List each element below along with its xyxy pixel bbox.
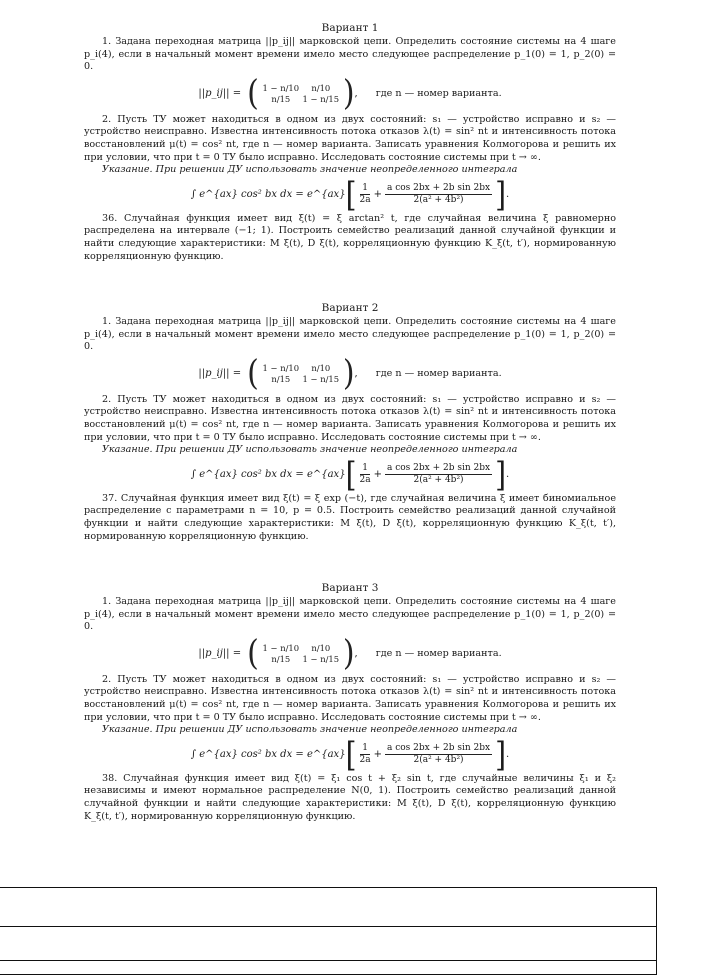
matrix-cell: n/15 — [271, 654, 291, 665]
frac-b-num: a cos 2bx + 2b sin 2bx — [387, 463, 491, 474]
matrix-note: где n — номер варианта. — [375, 648, 502, 660]
variant-3 — [84, 582, 616, 823]
variant-2 — [84, 302, 616, 543]
task-3-text: 37. Случайная функция имеет вид ξ(t) = ξ exp (−t), где случайная величина ξ имеет биномиальное распределение с параметрами n = 10, p = 0.5. Построить семейство реализаций данной случайной функции и найти следующие характеристики: M ξ(t), D ξ(t), корреляционную функцию K_ξ(t, t′), нормированную корреляционную функцию. — [84, 492, 616, 542]
matrix-cell: n/15 — [271, 374, 291, 385]
matrix-cell: 1 − n/10 — [262, 363, 300, 374]
matrix-cell: 1 − n/10 — [262, 83, 300, 94]
frac-a-num: 1 — [362, 463, 368, 474]
integral-formula: ∫ e^{ax} cos² bx dx = e^{ax} [ $\frac{1}{2a}$ + $\frac{\text{a cos 2bx + 2b sin 2bx}}{\text{2(a² + 4b²)}}$ ] . — [190, 174, 510, 214]
task-3-text: 36. Случайная функция имеет вид ξ(t) = ξ arctan² t, где случайная величина ξ равномерно распределена на интервале (−1; 1). Построить семейство реализаций данной случайной функции и найти следующие характеристики: M ξ(t), D ξ(t), корреляционную функцию K_ξ(t, t′), нормированную корреляционную функцию. — [84, 212, 616, 262]
footer-row — [0, 888, 656, 927]
variant-1 — [84, 22, 616, 263]
integral-formula: ∫ e^{ax} cos² bx dx = e^{ax} [ $\frac{1}{2a}$ + $\frac{\text{a cos 2bx + 2b sin 2bx}}{\text{2(a² + 4b²)}}$ ] . — [190, 734, 510, 774]
frac-a-den: 2a — [359, 475, 371, 486]
transition-matrix: ||p_ij|| = ( 1 − n/10 n/10 n/15 1 − n/15 ) , где n — номер варианта. — [198, 353, 502, 394]
matrix-cell: 1 − n/15 — [302, 654, 340, 665]
task-2-text: 2. Пусть ТУ может находиться в одном из двух состояний: s₁ — устройство исправно и s₂ — устройство неисправно. Известна интенсивность потока отказов λ(t) = sin² nt и интенсивность потока восстановлений μ(t) = cos² nt, где n — номер варианта. Записать уравнения Колмогорова и решить их при условии, что при t = 0 ТУ было исправно. Исследовать состояние системы при t → ∞. — [84, 673, 616, 723]
matrix-cell: n/10 — [311, 83, 331, 94]
frac-b-num: a cos 2bx + 2b sin 2bx — [387, 743, 491, 754]
variant-title: Вариант 3 — [321, 582, 379, 594]
integral-left: ∫ e^{ax} cos² bx dx = e^{ax} — [190, 469, 346, 481]
footer-table — [0, 887, 657, 975]
footer-row — [0, 927, 656, 961]
task-3-text: 38. Случайная функция имеет вид ξ(t) = ξ₁ cos t + ξ₂ sin t, где случайные величины ξ₁ и ξ₂ независимы и имеют нормальное распределение N(0, 1). Построить семейство реализаций данной случайной функции и найти следующие характеристики: M ξ(t), D ξ(t), корреляционную функцию K_ξ(t, t′), нормированную корреляционную функцию. — [84, 772, 616, 822]
hint-text: Указание. При решении ДУ использовать значение неопределенного интеграла — [102, 164, 518, 176]
integral-left: ∫ e^{ax} cos² bx dx = e^{ax} — [190, 749, 346, 761]
frac-b-den: 2(a² + 4b²) — [413, 475, 464, 486]
variant-title: Вариант 1 — [321, 22, 379, 34]
task-1-text: 1. Задана переходная матрица ||p_ij|| марковской цепи. Определить состояние системы на 4 шаге p_i(4), если в начальный момент времени имело место следующее распределение p_1(0) = 1, p_2(0) = 0. — [84, 596, 616, 633]
task-2-text: 2. Пусть ТУ может находиться в одном из двух состояний: s₁ — устройство исправно и s₂ — устройство неисправно. Известна интенсивность потока отказов λ(t) = sin² nt и интенсивность потока восстановлений μ(t) = cos² nt, где n — номер варианта. Записать уравнения Колмогорова и решить их при условии, что при t = 0 ТУ было исправно. Исследовать состояние системы при t → ∞. — [84, 113, 616, 163]
task-1-text: 1. Задана переходная матрица ||p_ij|| марковской цепи. Определить состояние системы на 4 шаге p_i(4), если в начальный момент времени имело место следующее распределение p_1(0) = 1, p_2(0) = 0. — [84, 36, 616, 73]
integral-formula: ∫ e^{ax} cos² bx dx = e^{ax} [ $\frac{1}{2a}$ + $\frac{\text{a cos 2bx + 2b sin 2bx}}{\text{2(a² + 4b²)}}$ ] . — [190, 454, 510, 494]
matrix-grid — [261, 643, 341, 664]
task-1-text: 1. Задана переходная матрица ||p_ij|| марковской цепи. Определить состояние системы на 4 шаге p_i(4), если в начальный момент времени имело место следующее распределение p_1(0) = 1, p_2(0) = 0. — [84, 316, 616, 353]
hint-text: Указание. При решении ДУ использовать значение неопределенного интеграла — [102, 444, 518, 456]
frac-b-den: 2(a² + 4b²) — [413, 755, 464, 766]
footer-row — [0, 961, 656, 974]
matrix-label: ||p_ij|| = — [198, 368, 242, 380]
integral-left: ∫ e^{ax} cos² bx dx = e^{ax} — [190, 189, 346, 201]
matrix-label: ||p_ij|| = — [198, 88, 242, 100]
hint-text: Указание. При решении ДУ использовать значение неопределенного интеграла — [102, 724, 518, 736]
matrix-label: ||p_ij|| = — [198, 648, 242, 660]
frac-b-den: 2(a² + 4b²) — [413, 195, 464, 206]
matrix-cell: n/10 — [311, 643, 331, 654]
matrix-note: где n — номер варианта. — [375, 368, 502, 380]
matrix-cell: n/10 — [311, 363, 331, 374]
matrix-grid — [261, 363, 341, 384]
matrix-grid — [261, 83, 341, 104]
matrix-cell: 1 − n/15 — [302, 374, 340, 385]
matrix-cell: 1 − n/10 — [262, 643, 300, 654]
matrix-note: где n — номер варианта. — [375, 88, 502, 100]
matrix-cell: n/15 — [271, 94, 291, 105]
frac-a-den: 2a — [359, 195, 371, 206]
frac-a-den: 2a — [359, 755, 371, 766]
frac-a-num: 1 — [362, 183, 368, 194]
task-2-text: 2. Пусть ТУ может находиться в одном из двух состояний: s₁ — устройство исправно и s₂ — устройство неисправно. Известна интенсивность потока отказов λ(t) = sin² nt и интенсивность потока восстановлений μ(t) = cos² nt, где n — номер варианта. Записать уравнения Колмогорова и решить их при условии, что при t = 0 ТУ было исправно. Исследовать состояние системы при t → ∞. — [84, 393, 616, 443]
frac-a-num: 1 — [362, 743, 368, 754]
matrix-cell: 1 − n/15 — [302, 94, 340, 105]
variant-title: Вариант 2 — [321, 302, 379, 314]
transition-matrix: ||p_ij|| = ( 1 − n/10 n/10 n/15 1 − n/15 ) , где n — номер варианта. — [198, 73, 502, 114]
transition-matrix: ||p_ij|| = ( 1 − n/10 n/10 n/15 1 − n/15 ) , где n — номер варианта. — [198, 633, 502, 674]
frac-b-num: a cos 2bx + 2b sin 2bx — [387, 183, 491, 194]
